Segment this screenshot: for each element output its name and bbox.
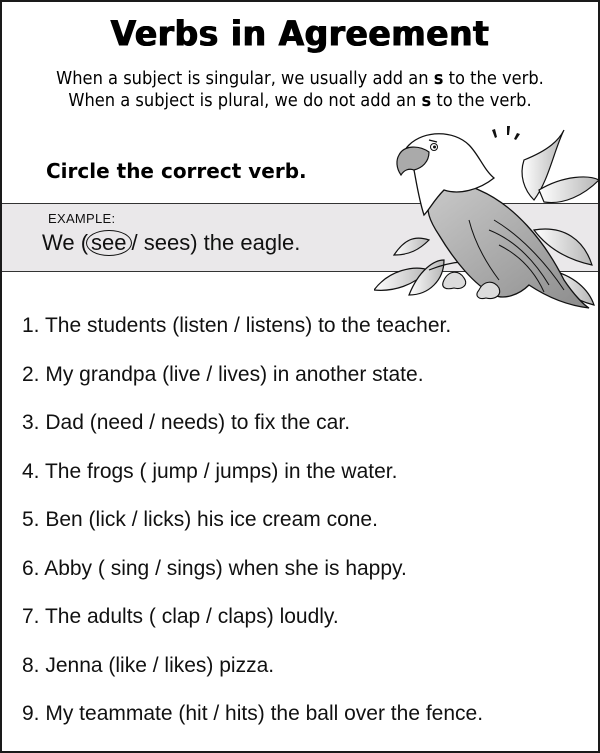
question-list xyxy=(22,308,483,745)
question-item: 1. The students (listen / listens) to the teacher. xyxy=(22,314,452,337)
question-item: 7. The adults ( clap / claps) loudly. xyxy=(22,605,339,628)
instruction-heading: Circle the correct verb. xyxy=(46,159,307,183)
intro-text xyxy=(23,68,577,112)
question-item: 3. Dad (need / needs) to fix the car. xyxy=(22,411,351,434)
example-end: / sees) the eagle. xyxy=(131,230,301,255)
worksheet-title: Verbs in Agreement xyxy=(110,13,490,54)
question-item: 5. Ben (lick / licks) his ice cream cone. xyxy=(22,508,378,531)
intro-line-1 xyxy=(23,68,577,90)
example-sentence xyxy=(42,230,300,256)
example-circled-verb: see xyxy=(86,230,131,256)
intro-line-2-end: to the verb. xyxy=(431,91,532,111)
intro-line-2 xyxy=(23,90,577,112)
intro-line-1-bold-s: s xyxy=(433,69,444,89)
question-item: 6. Abby ( sing / sings) when she is happy. xyxy=(22,556,407,580)
intro-line-2-bold-s: s xyxy=(421,91,432,111)
question-item: 4. The frogs ( jump / jumps) in the water. xyxy=(22,459,398,483)
question-item: 8. Jenna (like / likes) pizza. xyxy=(22,653,275,677)
question-item: 2. My grandpa (live / lives) in another state. xyxy=(22,362,424,386)
eagle-illustration-icon xyxy=(374,120,600,310)
intro-line-2-start: When a subject is plural, we do not add an xyxy=(68,91,422,111)
question-item: 9. My teammate (hit / hits) the ball over the fence. xyxy=(22,702,484,725)
intro-line-1-end: to the verb. xyxy=(443,69,544,89)
intro-line-1-start: When a subject is singular, we usually add an xyxy=(56,69,434,89)
example-start: We ( xyxy=(42,230,89,255)
example-label: EXAMPLE: xyxy=(48,211,116,226)
